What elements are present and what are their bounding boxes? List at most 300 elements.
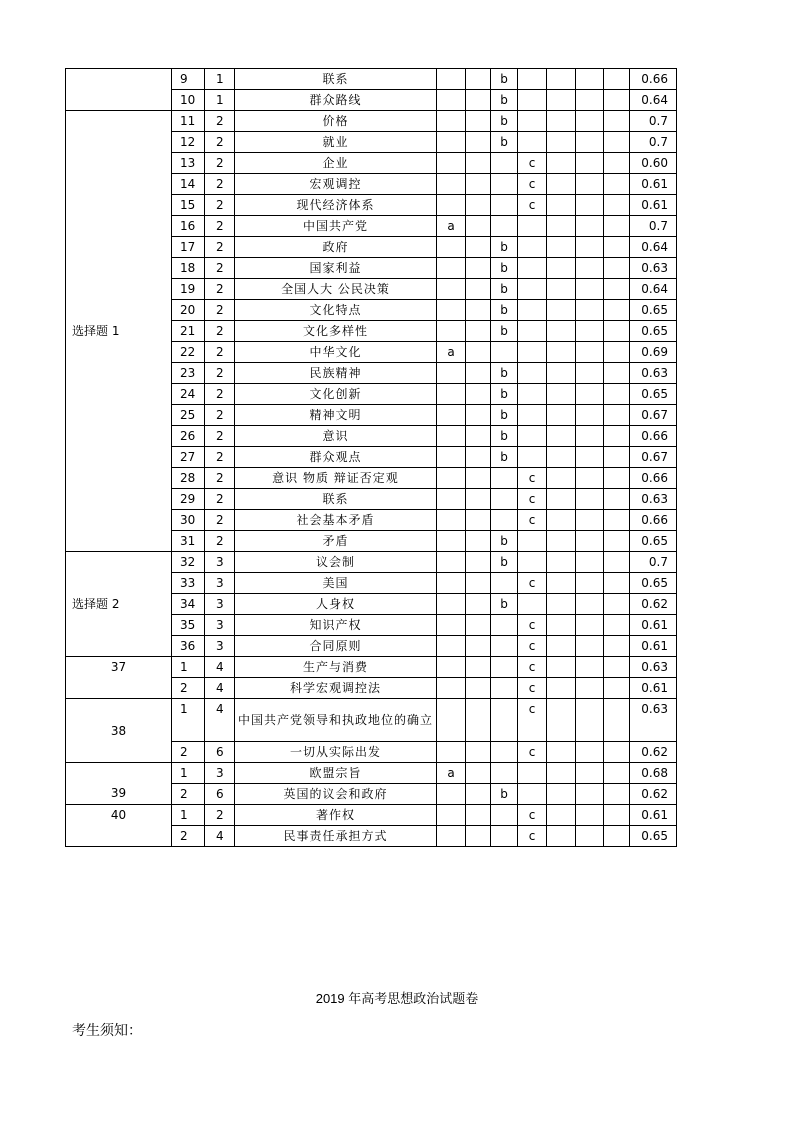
score-cell: 2 (205, 216, 235, 237)
level-a-cell (437, 174, 466, 195)
level-c-cell (518, 531, 547, 552)
level-b-cell: b (491, 531, 518, 552)
blank-cell (466, 678, 491, 699)
level-b-cell: b (491, 426, 518, 447)
knowledge-point-cell: 科学宏观调控法 (235, 678, 437, 699)
blank-cell (466, 805, 491, 826)
level-c-cell: c (518, 174, 547, 195)
level-c-cell: c (518, 636, 547, 657)
question-number-cell: 2 (172, 742, 205, 763)
difficulty-cell: 0.7 (630, 111, 677, 132)
blank-cell (576, 111, 604, 132)
level-c-cell (518, 132, 547, 153)
blank-cell (466, 489, 491, 510)
difficulty-cell: 0.65 (630, 826, 677, 847)
question-number-cell: 34 (172, 594, 205, 615)
blank-cell (604, 826, 630, 847)
level-a-cell (437, 784, 466, 805)
level-b-cell (491, 615, 518, 636)
difficulty-cell: 0.7 (630, 216, 677, 237)
knowledge-point-cell: 议会制 (235, 552, 437, 573)
paper-title: 2019 年高考思想政治试题卷 (315, 991, 479, 1006)
level-c-cell (518, 237, 547, 258)
blank-cell (604, 552, 630, 573)
blank-cell (547, 321, 576, 342)
blank-cell (466, 615, 491, 636)
blank-cell (547, 363, 576, 384)
level-b-cell: b (491, 405, 518, 426)
blank-cell (576, 657, 604, 678)
group-label-cell: 选择题 1 (66, 111, 172, 552)
level-a-cell (437, 510, 466, 531)
difficulty-cell: 0.65 (630, 321, 677, 342)
blank-cell (547, 742, 576, 763)
group-label-cell: 38 (66, 699, 172, 763)
blank-cell (576, 426, 604, 447)
level-b-cell (491, 573, 518, 594)
knowledge-point-cell: 群众观点 (235, 447, 437, 468)
question-number-cell: 1 (172, 805, 205, 826)
level-a-cell (437, 552, 466, 573)
blank-cell (547, 111, 576, 132)
difficulty-cell: 0.61 (630, 805, 677, 826)
blank-cell (576, 615, 604, 636)
score-cell: 2 (205, 321, 235, 342)
level-a-cell (437, 594, 466, 615)
table-row (66, 805, 677, 826)
blank-cell (466, 279, 491, 300)
difficulty-cell: 0.61 (630, 195, 677, 216)
blank-cell (466, 321, 491, 342)
question-number-cell: 10 (172, 90, 205, 111)
blank-cell (547, 699, 576, 742)
blank-cell (604, 174, 630, 195)
level-a-cell (437, 69, 466, 90)
question-number-cell: 30 (172, 510, 205, 531)
blank-cell (604, 195, 630, 216)
blank-cell (466, 195, 491, 216)
blank-cell (466, 258, 491, 279)
blank-cell (604, 805, 630, 826)
blank-cell (466, 699, 491, 742)
question-number-cell: 19 (172, 279, 205, 300)
difficulty-cell: 0.66 (630, 69, 677, 90)
score-cell: 2 (205, 489, 235, 510)
level-b-cell (491, 342, 518, 363)
question-number-cell: 1 (172, 699, 205, 742)
level-b-cell (491, 489, 518, 510)
level-b-cell (491, 826, 518, 847)
level-c-cell (518, 363, 547, 384)
blank-cell (576, 90, 604, 111)
blank-cell (604, 237, 630, 258)
blank-cell (547, 678, 576, 699)
level-c-cell: c (518, 573, 547, 594)
knowledge-point-cell: 联系 (235, 69, 437, 90)
blank-cell (547, 531, 576, 552)
blank-cell (576, 132, 604, 153)
blank-cell (604, 615, 630, 636)
difficulty-cell: 0.7 (630, 132, 677, 153)
question-number-cell: 29 (172, 489, 205, 510)
level-b-cell (491, 636, 518, 657)
level-c-cell (518, 216, 547, 237)
question-number-cell: 26 (172, 426, 205, 447)
blank-cell (576, 594, 604, 615)
blank-cell (547, 342, 576, 363)
table-row (66, 699, 677, 742)
knowledge-point-cell: 社会基本矛盾 (235, 510, 437, 531)
blank-cell (576, 447, 604, 468)
blank-cell (547, 594, 576, 615)
difficulty-cell: 0.61 (630, 174, 677, 195)
question-number-cell: 2 (172, 678, 205, 699)
score-cell: 2 (205, 363, 235, 384)
blank-cell (466, 153, 491, 174)
knowledge-point-cell: 中国共产党 (235, 216, 437, 237)
question-number-cell: 32 (172, 552, 205, 573)
blank-cell (604, 258, 630, 279)
score-cell: 2 (205, 384, 235, 405)
table-row (66, 763, 677, 784)
score-cell: 2 (205, 174, 235, 195)
knowledge-point-cell: 民族精神 (235, 363, 437, 384)
blank-cell (466, 405, 491, 426)
level-c-cell: c (518, 657, 547, 678)
table-row (66, 657, 677, 678)
level-b-cell (491, 805, 518, 826)
knowledge-point-cell: 意识 (235, 426, 437, 447)
blank-cell (466, 174, 491, 195)
score-cell: 4 (205, 678, 235, 699)
difficulty-cell: 0.62 (630, 784, 677, 805)
level-a-cell (437, 742, 466, 763)
blank-cell (576, 300, 604, 321)
table-body (66, 69, 677, 847)
level-a-cell (437, 699, 466, 742)
difficulty-cell: 0.69 (630, 342, 677, 363)
question-number-cell: 28 (172, 468, 205, 489)
blank-cell (466, 90, 491, 111)
level-a-cell (437, 468, 466, 489)
notice-label: 考生须知： (72, 1022, 142, 1038)
knowledge-point-cell: 英国的议会和政府 (235, 784, 437, 805)
knowledge-point-cell: 生产与消费 (235, 657, 437, 678)
question-number-cell: 17 (172, 237, 205, 258)
score-cell: 2 (205, 237, 235, 258)
blank-cell (466, 384, 491, 405)
blank-cell (604, 699, 630, 742)
difficulty-cell: 0.62 (630, 742, 677, 763)
blank-cell (576, 763, 604, 784)
question-number-cell: 24 (172, 384, 205, 405)
difficulty-cell: 0.63 (630, 489, 677, 510)
difficulty-cell: 0.67 (630, 447, 677, 468)
table-row (66, 552, 677, 573)
score-cell: 6 (205, 784, 235, 805)
knowledge-point-cell: 宏观调控 (235, 174, 437, 195)
blank-cell (576, 321, 604, 342)
blank-cell (604, 363, 630, 384)
level-a-cell (437, 426, 466, 447)
level-a-cell (437, 636, 466, 657)
difficulty-cell: 0.61 (630, 615, 677, 636)
question-number-cell: 22 (172, 342, 205, 363)
score-cell: 4 (205, 826, 235, 847)
level-a-cell (437, 90, 466, 111)
blank-cell (547, 784, 576, 805)
blank-cell (576, 784, 604, 805)
knowledge-point-cell: 联系 (235, 489, 437, 510)
blank-cell (547, 153, 576, 174)
blank-cell (466, 573, 491, 594)
blank-cell (604, 531, 630, 552)
level-c-cell (518, 384, 547, 405)
question-number-cell: 1 (172, 763, 205, 784)
difficulty-cell: 0.65 (630, 531, 677, 552)
difficulty-cell: 0.61 (630, 678, 677, 699)
score-cell: 2 (205, 153, 235, 174)
level-a-cell (437, 531, 466, 552)
blank-cell (604, 489, 630, 510)
knowledge-point-cell: 现代经济体系 (235, 195, 437, 216)
blank-cell (466, 342, 491, 363)
blank-cell (547, 573, 576, 594)
blank-cell (604, 468, 630, 489)
blank-cell (604, 594, 630, 615)
blank-cell (576, 174, 604, 195)
blank-cell (576, 216, 604, 237)
blank-cell (466, 111, 491, 132)
score-cell: 2 (205, 111, 235, 132)
blank-cell (466, 69, 491, 90)
question-number-cell: 1 (172, 657, 205, 678)
knowledge-point-cell: 知识产权 (235, 615, 437, 636)
level-b-cell: b (491, 132, 518, 153)
level-a-cell (437, 300, 466, 321)
blank-cell (466, 636, 491, 657)
level-b-cell: b (491, 300, 518, 321)
blank-cell (576, 678, 604, 699)
score-cell: 6 (205, 742, 235, 763)
blank-cell (604, 216, 630, 237)
level-b-cell (491, 742, 518, 763)
blank-cell (604, 510, 630, 531)
question-number-cell: 13 (172, 153, 205, 174)
blank-cell (547, 763, 576, 784)
blank-cell (576, 805, 604, 826)
blank-cell (547, 132, 576, 153)
blank-cell (547, 279, 576, 300)
question-number-cell: 16 (172, 216, 205, 237)
blank-cell (547, 657, 576, 678)
blank-cell (576, 510, 604, 531)
level-c-cell (518, 90, 547, 111)
blank-cell (576, 363, 604, 384)
level-b-cell (491, 153, 518, 174)
level-c-cell: c (518, 195, 547, 216)
level-c-cell (518, 111, 547, 132)
blank-cell (576, 699, 604, 742)
blank-cell (576, 153, 604, 174)
blank-cell (604, 69, 630, 90)
question-number-cell: 23 (172, 363, 205, 384)
blank-cell (466, 510, 491, 531)
score-cell: 2 (205, 531, 235, 552)
level-a-cell (437, 615, 466, 636)
knowledge-point-cell: 合同原则 (235, 636, 437, 657)
blank-cell (604, 784, 630, 805)
difficulty-cell: 0.66 (630, 468, 677, 489)
level-a-cell (437, 405, 466, 426)
blank-cell (547, 426, 576, 447)
score-cell: 2 (205, 300, 235, 321)
blank-cell (466, 216, 491, 237)
group-label-cell: 37 (66, 657, 172, 699)
level-b-cell (491, 763, 518, 784)
difficulty-cell: 0.66 (630, 426, 677, 447)
difficulty-cell: 0.64 (630, 237, 677, 258)
blank-cell (466, 784, 491, 805)
score-cell: 3 (205, 615, 235, 636)
level-c-cell: c (518, 678, 547, 699)
blank-cell (466, 531, 491, 552)
level-a-cell (437, 153, 466, 174)
blank-cell (604, 153, 630, 174)
level-b-cell: b (491, 90, 518, 111)
blank-cell (604, 426, 630, 447)
blank-cell (576, 489, 604, 510)
level-c-cell (518, 594, 547, 615)
blank-cell (604, 742, 630, 763)
question-number-cell: 35 (172, 615, 205, 636)
level-a-cell (437, 363, 466, 384)
blank-cell (547, 468, 576, 489)
blank-cell (547, 384, 576, 405)
level-a-cell (437, 132, 466, 153)
blank-cell (576, 468, 604, 489)
knowledge-point-cell: 政府 (235, 237, 437, 258)
level-a-cell (437, 279, 466, 300)
level-c-cell: c (518, 742, 547, 763)
group-label-cell (66, 69, 172, 111)
difficulty-cell: 0.63 (630, 363, 677, 384)
blank-cell (466, 447, 491, 468)
blank-cell (466, 763, 491, 784)
knowledge-point-cell: 人身权 (235, 594, 437, 615)
knowledge-point-cell: 中国共产党领导和执政地位的确立 (235, 699, 437, 742)
level-b-cell: b (491, 111, 518, 132)
level-b-cell: b (491, 784, 518, 805)
blank-cell (547, 258, 576, 279)
difficulty-cell: 0.62 (630, 594, 677, 615)
blank-cell (547, 552, 576, 573)
level-a-cell (437, 384, 466, 405)
level-b-cell: b (491, 69, 518, 90)
blank-cell (576, 552, 604, 573)
level-a-cell (437, 447, 466, 468)
level-a-cell (437, 321, 466, 342)
score-cell: 2 (205, 510, 235, 531)
knowledge-point-cell: 中华文化 (235, 342, 437, 363)
score-cell: 4 (205, 699, 235, 742)
difficulty-cell: 0.65 (630, 573, 677, 594)
level-a-cell: a (437, 342, 466, 363)
level-a-cell (437, 678, 466, 699)
level-b-cell (491, 699, 518, 742)
score-cell: 2 (205, 195, 235, 216)
level-b-cell: b (491, 258, 518, 279)
level-b-cell: b (491, 363, 518, 384)
knowledge-point-cell: 欧盟宗旨 (235, 763, 437, 784)
level-c-cell (518, 342, 547, 363)
blank-cell (604, 678, 630, 699)
question-number-cell: 36 (172, 636, 205, 657)
difficulty-cell: 0.65 (630, 300, 677, 321)
knowledge-point-cell: 群众路线 (235, 90, 437, 111)
difficulty-cell: 0.64 (630, 90, 677, 111)
difficulty-cell: 0.63 (630, 657, 677, 678)
knowledge-point-cell: 全国人大 公民决策 (235, 279, 437, 300)
question-number-cell: 18 (172, 258, 205, 279)
level-b-cell: b (491, 321, 518, 342)
level-a-cell (437, 826, 466, 847)
blank-cell (604, 111, 630, 132)
blank-cell (547, 447, 576, 468)
level-b-cell: b (491, 384, 518, 405)
difficulty-cell: 0.66 (630, 510, 677, 531)
blank-cell (547, 216, 576, 237)
knowledge-point-cell: 文化特点 (235, 300, 437, 321)
score-cell: 3 (205, 763, 235, 784)
table-row (66, 69, 677, 90)
question-number-cell: 25 (172, 405, 205, 426)
question-number-cell: 21 (172, 321, 205, 342)
knowledge-point-cell: 国家利益 (235, 258, 437, 279)
level-c-cell (518, 763, 547, 784)
score-cell: 3 (205, 573, 235, 594)
level-c-cell (518, 258, 547, 279)
blank-cell (576, 636, 604, 657)
score-cell: 2 (205, 132, 235, 153)
blank-cell (604, 132, 630, 153)
knowledge-point-cell: 精神文明 (235, 405, 437, 426)
knowledge-point-cell: 文化多样性 (235, 321, 437, 342)
score-cell: 2 (205, 447, 235, 468)
level-a-cell: a (437, 216, 466, 237)
blank-cell (576, 69, 604, 90)
blank-cell (604, 405, 630, 426)
knowledge-point-cell: 意识 物质 辩证否定观 (235, 468, 437, 489)
blank-cell (576, 531, 604, 552)
score-cell: 2 (205, 426, 235, 447)
level-c-cell: c (518, 615, 547, 636)
blank-cell (604, 90, 630, 111)
level-b-cell (491, 657, 518, 678)
level-b-cell (491, 195, 518, 216)
blank-cell (547, 510, 576, 531)
difficulty-cell: 0.61 (630, 636, 677, 657)
level-b-cell (491, 468, 518, 489)
level-c-cell: c (518, 699, 547, 742)
blank-cell (547, 195, 576, 216)
blank-cell (547, 69, 576, 90)
blank-cell (547, 174, 576, 195)
knowledge-point-cell: 民事责任承担方式 (235, 826, 437, 847)
blank-cell (547, 489, 576, 510)
level-c-cell: c (518, 153, 547, 174)
question-number-cell: 9 (172, 69, 205, 90)
